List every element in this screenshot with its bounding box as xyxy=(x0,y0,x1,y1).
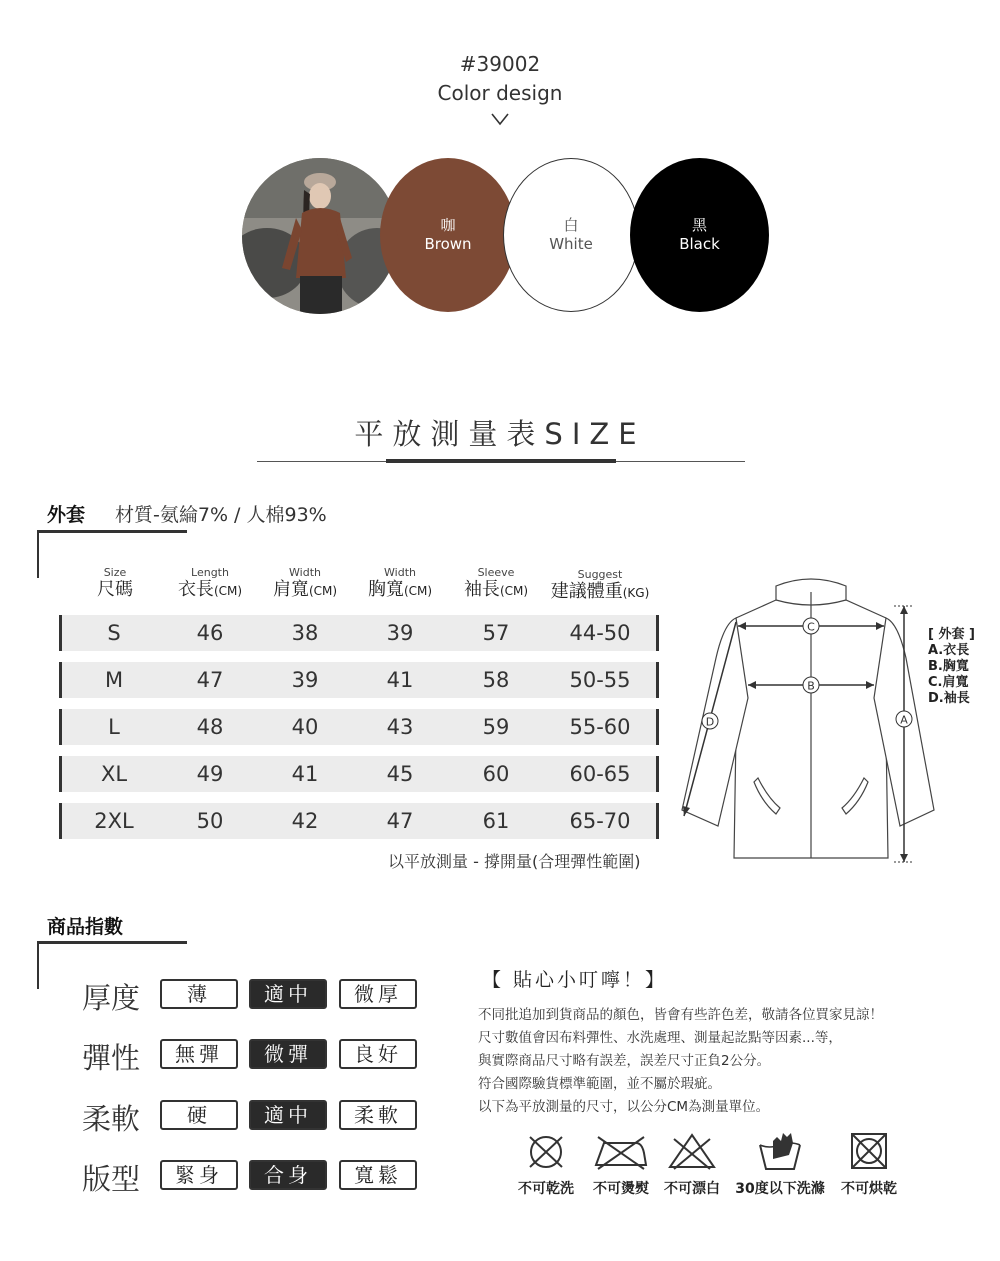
option-regular-fit: 合身 xyxy=(249,1160,327,1190)
hand-wash-30-icon xyxy=(757,1129,803,1173)
option-medium-softness: 適中 xyxy=(249,1100,327,1130)
jacket-measurement-diagram xyxy=(676,578,940,868)
color-brown-en: Brown xyxy=(424,235,472,253)
header-chest-width: Width 胸寬(CM) xyxy=(367,566,433,600)
cell-chest: 47 xyxy=(386,809,414,833)
color-swatch-white[interactable] xyxy=(503,158,639,312)
product-code: #39002 xyxy=(459,52,541,76)
legend-item-d: D.袖長 xyxy=(928,691,970,706)
tip-line: 不同批追加到貨商品的顏色，皆會有些許色差，敬請各位買家見諒！ xyxy=(478,1007,883,1023)
care-label: 不可乾洗 xyxy=(518,1181,574,1197)
attr-elasticity: 彈性 xyxy=(82,1041,141,1075)
care-label: 30度以下洗滌 xyxy=(735,1181,825,1197)
size-row-s xyxy=(59,615,659,651)
size-row-l xyxy=(59,709,659,745)
marker-c: C xyxy=(807,620,815,634)
option-tight: 緊身 xyxy=(160,1160,238,1190)
cell-shoulder: 42 xyxy=(291,809,319,833)
care-label: 不可燙熨 xyxy=(593,1181,649,1197)
color-design-label: Color design xyxy=(437,81,563,105)
chevron-down-icon xyxy=(490,112,510,126)
color-swatch-brown[interactable] xyxy=(380,158,516,312)
title-underline xyxy=(386,459,616,463)
header-length: Length 衣長(CM) xyxy=(177,566,243,600)
attr-fit: 版型 xyxy=(82,1162,141,1196)
option-slight-stretch: 微彈 xyxy=(249,1039,327,1069)
option-loose: 寬鬆 xyxy=(339,1160,417,1190)
tip-line: 與實際商品尺寸略有誤差，誤差尺寸正負2公分。 xyxy=(478,1053,771,1069)
legend-item-a: A.衣長 xyxy=(928,643,970,658)
marker-b: B xyxy=(807,679,815,693)
attr-softness: 柔軟 xyxy=(82,1102,141,1136)
header-size: Size 尺碼 xyxy=(97,566,133,600)
cell-weight: 65-70 xyxy=(569,809,631,833)
cell-chest: 45 xyxy=(386,762,414,786)
legend-item-b: B.胸寬 xyxy=(928,659,969,674)
no-bleach-icon xyxy=(666,1131,718,1171)
garment-category: 外套 xyxy=(47,504,86,526)
no-dry-clean-icon xyxy=(526,1133,566,1171)
section-bracket-side xyxy=(37,530,39,578)
care-label: 不可漂白 xyxy=(664,1181,720,1197)
cell-length: 46 xyxy=(196,621,224,645)
cell-length: 47 xyxy=(196,668,224,692)
header-suggest-weight: Suggest 建議體重(KG) xyxy=(550,568,650,602)
tip-line: 符合國際驗貨標準範圍，並不屬於瑕疵。 xyxy=(478,1076,721,1092)
tips-title: 【 貼心小叮嚀！】 xyxy=(482,969,668,991)
cell-length: 50 xyxy=(196,809,224,833)
section-bracket-top xyxy=(37,530,187,533)
attr-thickness: 厚度 xyxy=(82,981,141,1015)
cell-sleeve: 58 xyxy=(482,668,510,692)
no-iron-icon xyxy=(592,1133,650,1171)
marker-a: A xyxy=(900,713,908,727)
diagram-legend xyxy=(928,627,975,707)
cell-chest: 41 xyxy=(386,668,414,692)
legend-title: [ 外套 ] xyxy=(928,627,975,642)
cell-shoulder: 41 xyxy=(291,762,319,786)
cell-sleeve: 60 xyxy=(482,762,510,786)
cell-length: 49 xyxy=(196,762,224,786)
color-black-en: Black xyxy=(679,235,720,253)
cell-shoulder: 40 xyxy=(291,715,319,739)
color-brown-zh: 咖 xyxy=(440,216,456,234)
cell-size: 2XL xyxy=(94,809,134,833)
cell-weight: 55-60 xyxy=(569,715,631,739)
cell-size: XL xyxy=(100,762,128,786)
tip-line: 尺寸數值會因布料彈性、水洗處理、測量起訖點等因素...等， xyxy=(478,1030,842,1046)
product-index-title: 商品指數 xyxy=(47,916,124,938)
color-white-zh: 白 xyxy=(563,216,579,234)
header-shoulder-width: Width 肩寬(CM) xyxy=(272,566,338,600)
color-black-zh: 黑 xyxy=(691,216,707,234)
option-soft: 柔軟 xyxy=(339,1100,417,1130)
tip-line: 以下為平放測量的尺寸，以公分CM為測量單位。 xyxy=(478,1099,770,1115)
size-row-xl xyxy=(59,756,659,792)
legend-item-c: C.肩寬 xyxy=(928,675,969,690)
cell-size: S xyxy=(107,621,121,645)
cell-length: 48 xyxy=(196,715,224,739)
option-thin: 薄 xyxy=(160,979,238,1009)
header-sleeve: Sleeve 袖長(CM) xyxy=(463,566,529,600)
cell-chest: 43 xyxy=(386,715,414,739)
option-medium-thickness: 適中 xyxy=(249,979,327,1009)
cell-sleeve: 59 xyxy=(482,715,510,739)
size-row-2xl xyxy=(59,803,659,839)
cell-weight: 50-55 xyxy=(569,668,631,692)
cell-weight: 44-50 xyxy=(569,621,631,645)
cell-weight: 60-65 xyxy=(569,762,631,786)
model-photo-illustration xyxy=(242,158,398,314)
cell-shoulder: 38 xyxy=(291,621,319,645)
index-bracket-side xyxy=(37,941,39,989)
measurement-note: 以平放測量 - 撐開量(合理彈性範圍) xyxy=(388,852,641,871)
option-hard: 硬 xyxy=(160,1100,238,1130)
cell-sleeve: 57 xyxy=(482,621,510,645)
color-white-en: White xyxy=(549,235,593,253)
no-tumble-dry-icon xyxy=(850,1132,888,1170)
model-photo xyxy=(242,158,398,314)
index-bracket-top xyxy=(37,941,187,944)
care-label: 不可烘乾 xyxy=(841,1181,897,1197)
cell-sleeve: 61 xyxy=(482,809,510,833)
cell-shoulder: 39 xyxy=(291,668,319,692)
cell-chest: 39 xyxy=(386,621,414,645)
cell-size: L xyxy=(108,715,120,739)
marker-d: D xyxy=(705,715,715,729)
cell-size: M xyxy=(104,668,124,692)
option-good-stretch: 良好 xyxy=(339,1039,417,1069)
size-row-m xyxy=(59,662,659,698)
color-swatch-black[interactable] xyxy=(630,158,769,312)
option-slightly-thick: 微厚 xyxy=(339,979,417,1009)
option-no-stretch: 無彈 xyxy=(160,1039,238,1069)
garment-material: 材質-氨綸7% / 人棉93% xyxy=(115,504,327,526)
size-section-title: 平放測量表SIZE xyxy=(354,417,646,451)
